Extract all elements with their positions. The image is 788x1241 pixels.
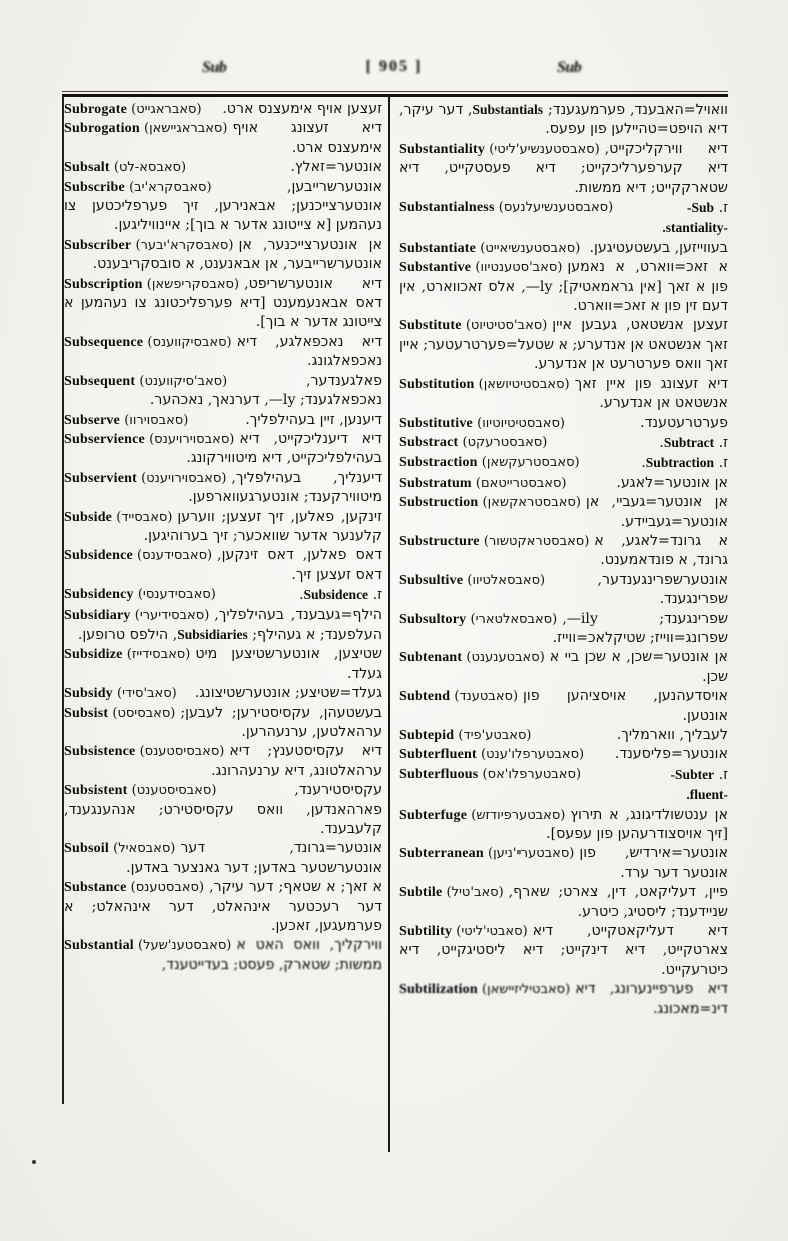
headword-text: Substantial xyxy=(64,938,134,954)
dictionary-entry xyxy=(399,922,728,980)
definition: דיא אונטערשריפט, דאס אבאנעמענט [דיא פערפליכטונג צו נעהמען א צייטונג אדער א בוך]. xyxy=(64,275,382,331)
dictionary-entry xyxy=(64,684,382,703)
dictionary-entry xyxy=(399,239,728,258)
transliteration: (סאבסטענס) xyxy=(126,880,205,896)
definition: דיא ווירקליכקייט, דיא קערפערליכקייט; דיא פעסטקייט, דיא שטארקקייט; דיא ממשות. xyxy=(399,140,728,196)
definition: דיא פערפיינערונג, דיא דינ=מאכונג. xyxy=(575,981,728,1017)
definition: דיא דיענליכקייט, דיא בעהילפליכקייט, דיא מיטווירקונג. xyxy=(186,430,382,467)
headword xyxy=(399,844,574,863)
transliteration: (סאבסקרא'יבער) xyxy=(131,237,234,253)
headword-text: Subscription xyxy=(64,276,143,292)
headword xyxy=(399,687,518,706)
dictionary-entry xyxy=(64,275,382,333)
headword xyxy=(64,275,239,294)
transliteration: (סאבסטיטיושאן) xyxy=(474,376,570,392)
right-column xyxy=(399,100,728,1019)
dictionary-entry xyxy=(399,414,728,433)
headword xyxy=(399,258,562,277)
dictionary-entry xyxy=(64,645,382,684)
headword-text: Subsultive xyxy=(399,572,464,588)
headword xyxy=(399,316,547,335)
definition: עקסיסטירענד, פארהאנדען, וואס עקסיסטירט; אנהענגענד, קלעבענד. xyxy=(64,782,382,838)
headword-text: Subsidy xyxy=(64,686,113,702)
definition: וואויל=האבענד, פערמעגענד; Substantials, דער עיקר, דיא הויפט=טהיילען פון עפעס. xyxy=(399,102,728,138)
definition: ז. Subsidence. xyxy=(299,587,382,604)
transliteration: (סאבסטענשיאייט) xyxy=(476,240,581,256)
transliteration: (סאבטיליזיישאן) xyxy=(477,982,571,998)
definition: פערטרעטענד. xyxy=(640,414,728,431)
headword-text: Substructure xyxy=(399,533,480,549)
headword-text: Subtepid xyxy=(399,728,455,743)
definition: ז. Subtract. xyxy=(659,434,728,451)
headword-text: Subsist xyxy=(64,705,109,721)
headword-text: Subtilization xyxy=(399,982,478,998)
transliteration: (סאבסידענס) xyxy=(132,548,213,564)
dictionary-entry xyxy=(399,610,728,649)
transliteration: (סאבסאיל) xyxy=(109,841,176,857)
transliteration: (סאבסייד) xyxy=(112,509,173,525)
definition: פאלגענדער, נאכפאלגענד; ly—, דערנאך, נאכהער. xyxy=(149,372,382,409)
headword-text: Subscriber xyxy=(64,237,132,253)
headword-text: Subtile xyxy=(399,885,443,901)
transliteration: (סאבסטרעקשאן) xyxy=(477,455,580,471)
headword-text: Subsalt xyxy=(64,160,110,176)
headword xyxy=(64,430,234,449)
transliteration: (סאבסטיטיוטיוו) xyxy=(472,415,565,431)
headword xyxy=(64,839,175,858)
dictionary-entry xyxy=(399,453,728,473)
headword-text: Subsistence xyxy=(64,744,136,760)
dictionary-entry xyxy=(399,726,728,745)
headword xyxy=(64,704,175,723)
dictionary-entry xyxy=(64,236,382,275)
transliteration: (סאבסידייז) xyxy=(122,647,191,663)
headword xyxy=(64,936,231,955)
transliteration: (סאבטענד) xyxy=(450,689,519,705)
headword-text: Subterfluent xyxy=(399,747,477,763)
dictionary-entry xyxy=(399,745,728,764)
definition: געלד=שטיצע; אונטערשטיצונג. xyxy=(194,685,382,702)
headword xyxy=(399,433,547,452)
headword xyxy=(64,645,190,664)
headword xyxy=(64,606,209,625)
dictionary-entry xyxy=(64,606,382,646)
headword xyxy=(399,726,532,745)
transliteration: (סאבסידיערי) xyxy=(130,607,210,623)
dictionary-entry xyxy=(399,140,728,198)
headword xyxy=(399,532,589,551)
headword xyxy=(64,684,177,703)
headword xyxy=(399,140,600,159)
dictionary-entry xyxy=(399,648,728,687)
page-number: [ 905 ] xyxy=(365,58,423,75)
headword xyxy=(399,198,613,217)
running-head-right: Sub xyxy=(557,59,582,76)
transliteration: (סאב'סידי) xyxy=(112,686,177,702)
headword-text: Subsultory xyxy=(399,611,467,627)
headword-text: Subsidency xyxy=(64,587,134,603)
headword xyxy=(64,333,232,352)
dictionary-entry xyxy=(399,493,728,532)
definition: אויסדעהנען, אויסציהען פון אונטען. xyxy=(523,688,728,724)
definition: אונטער=גרונד, דער אונטערשטער באדען; דער גאנצער באדען. xyxy=(126,840,382,876)
headword-text: Subtend xyxy=(399,689,451,705)
dictionary-entry xyxy=(64,469,382,508)
definition: א זאך; א שטאף; דער עיקר, דער רעכטער אינהאלט, דער אינהאלט; א פערמעגען, זאכען. xyxy=(64,879,382,935)
definition: אונטער=אירדיש, פון אונטער דער ערד. xyxy=(579,845,728,881)
headword xyxy=(399,648,545,667)
headword xyxy=(399,883,504,902)
definition: ז. Subtraction. xyxy=(641,455,728,472)
headword-text: Subsoil xyxy=(64,841,109,857)
headword-text: Subsidence xyxy=(64,548,133,564)
definition: אן אונטער=שכן, א שכן ביי א שכן. xyxy=(549,649,728,685)
headword xyxy=(399,745,584,764)
headword-text: Subsidize xyxy=(64,647,123,663)
headword xyxy=(399,239,580,258)
definition: שטיצען, אונטערשטיצען מיט געלד. xyxy=(195,646,382,682)
transliteration: (סאב'סיקווענט) xyxy=(135,373,228,389)
definition: אן ענטשולדיגונג, א תירוץ [זיך אויסצודרעהען פון עפעס]. xyxy=(546,806,728,843)
headword xyxy=(64,585,216,604)
dictionary-entry xyxy=(399,687,728,726)
headword xyxy=(399,474,567,493)
transliteration: (סאבסוירויענט) xyxy=(137,470,227,486)
headword-text: Subsidiary xyxy=(64,607,131,623)
headword-text: Substitution xyxy=(399,376,475,392)
headword xyxy=(64,100,202,119)
definition: דיא דעליקאטקייט, דיא צארטקייט, דיא דינקייט; דיא ליסטיגקייט, דיא כיטרעקייט. xyxy=(399,923,728,978)
dictionary-entry xyxy=(64,781,382,839)
headword-text: Substruction xyxy=(399,495,479,511)
definition: בעווייזען, בעשטעטיגען. xyxy=(589,239,728,256)
dictionary-entry xyxy=(399,433,728,453)
transliteration: (סאבסאלטיוו) xyxy=(463,572,546,588)
transliteration: (סאבסיקווענס) xyxy=(143,334,232,350)
headword-text: Subside xyxy=(64,509,113,525)
headword xyxy=(64,508,172,527)
definition: א גרונד=לאגע, א גרונד, א פונדאמענט. xyxy=(594,532,728,569)
dictionary-entry xyxy=(399,316,728,374)
dictionary-entry xyxy=(399,883,728,922)
definition: אן אונטער=געביי, אן אונטער=געביידע. xyxy=(585,494,728,530)
dictionary-entry xyxy=(399,532,728,571)
transliteration: (סאבסטענ'שעל) xyxy=(133,938,232,954)
dictionary-entry xyxy=(399,980,728,1019)
transliteration: (סאבטע'פיד) xyxy=(454,728,532,743)
transliteration: (סאבטי'ליטי) xyxy=(452,924,528,940)
dictionary-entry xyxy=(64,158,382,177)
header-rule xyxy=(62,91,728,98)
dictionary-entry xyxy=(64,333,382,372)
dictionary-entry xyxy=(64,508,382,547)
definition: ז. Subter- -fluent. xyxy=(670,766,728,803)
transliteration: (סאבסיסטענס) xyxy=(135,744,225,760)
transliteration: (סאבסטרייטאם) xyxy=(471,475,567,491)
dictionary-entry xyxy=(64,936,382,975)
dictionary-entry xyxy=(64,839,382,878)
column-divider xyxy=(388,96,390,1152)
transliteration: (סאבסקרא'יב) xyxy=(124,179,212,195)
dictionary-entry xyxy=(399,375,728,414)
headword xyxy=(399,922,528,941)
transliteration: (סאבטערפיודזש) xyxy=(467,807,566,823)
headword xyxy=(64,158,186,177)
headword xyxy=(399,571,545,590)
dictionary-entry xyxy=(64,372,382,411)
headword xyxy=(399,980,570,999)
headword-text: Substitutive xyxy=(399,415,473,431)
headword-text: Subservient xyxy=(64,470,137,486)
headword-text: Subterranean xyxy=(399,846,484,862)
transliteration: (סאבסיסט) xyxy=(108,705,176,721)
dictionary-entry xyxy=(399,198,728,239)
dictionary-entry xyxy=(64,546,382,585)
headword xyxy=(64,236,233,255)
headword-text: Substraction xyxy=(399,455,478,471)
headword-text: Subservience xyxy=(64,431,145,447)
transliteration: (סאבסא-לט) xyxy=(109,160,187,176)
headword xyxy=(64,119,227,138)
dictionary-entry xyxy=(399,100,728,140)
transliteration: (סאב'טיל) xyxy=(442,885,504,901)
dictionary-entry xyxy=(399,258,728,316)
left-column xyxy=(64,100,382,975)
headword xyxy=(64,781,216,800)
dictionary-entry xyxy=(399,571,728,610)
transliteration: (סאבסידענסי) xyxy=(133,587,216,603)
dictionary-entry xyxy=(64,411,382,430)
dictionary-entry xyxy=(64,119,382,158)
dictionary-entry xyxy=(64,178,382,236)
headword xyxy=(399,493,581,512)
headword-text: Substantiate xyxy=(399,240,477,256)
headword-text: Subserve xyxy=(64,412,121,428)
headword-text: Substratum xyxy=(399,475,472,491)
headword-text: Substantive xyxy=(399,260,472,276)
headword-text: Subsequent xyxy=(64,373,136,389)
headword xyxy=(399,375,570,394)
headword xyxy=(64,878,204,897)
definition: בעשטעהן, עקסיסטירען; לעבען; ערהאלטען, ערנעהרען. xyxy=(180,704,382,740)
transliteration: (סאבסאלטארי) xyxy=(466,611,558,627)
transliteration: (סאבסטרעקט) xyxy=(458,434,548,450)
headword-text: Subscribe xyxy=(64,179,125,195)
definition: דאס פאלען, דאס זינקען, דאס זעצען זיך. xyxy=(217,547,382,583)
dictionary-entry xyxy=(64,585,382,605)
headword xyxy=(399,765,581,784)
transliteration: (סאבסוירוו) xyxy=(120,412,189,428)
headword xyxy=(399,414,565,433)
definition: אונטערשפרינגענדער, שפרינגענד. xyxy=(597,571,728,608)
dictionary-entry xyxy=(399,844,728,883)
headword xyxy=(64,178,212,197)
definition: דיא זעצונג פון איין זאך אנשטאט אן אנדערע. xyxy=(574,375,728,412)
definition: דיא זעצונג אויף אימעצנס ארט. xyxy=(232,120,382,156)
headword xyxy=(399,806,565,825)
headword xyxy=(64,546,212,565)
headword-text: Subrogation xyxy=(64,121,140,137)
definition: א זאכ=ווארט, א נאמען פון א זאך [אין גראמאטיק]; ly—, אלס זאכווארט, אין דעם זין פון א זאכ=ווארט. xyxy=(399,259,728,315)
transliteration: (סאבראגיישאן) xyxy=(139,121,228,137)
transliteration: (סאבסיסטענט) xyxy=(127,783,217,799)
headword-text: Substantiality xyxy=(399,141,486,157)
dictionary-entry xyxy=(64,100,382,119)
transliteration: (סאבטערפלו'אס) xyxy=(478,766,582,782)
definition: דיענליך, בעהילפליך, מיטווירקענד; אונטערגעווארפען. xyxy=(188,469,382,506)
headword xyxy=(399,453,580,472)
headword-text: Subterfuge xyxy=(399,807,468,823)
headword xyxy=(64,742,224,761)
definition: פיין, דעליקאט, דין, צארט; שארף, שניידענד; ליסטיג, כיטרע. xyxy=(508,884,728,920)
headword xyxy=(64,469,226,488)
headword-text: Substantialness xyxy=(399,200,495,216)
definition: אונטער=פליסענד. xyxy=(614,746,728,763)
transliteration: (סאבראגייט) xyxy=(127,102,202,117)
transliteration: (סאבסטראקטשור) xyxy=(479,533,590,549)
definition: לעבליך, ווארמליך. xyxy=(616,727,728,743)
definition: שפרינגענד; ily—, שפרונג=ווייז; שטיקלאכ=ווייז. xyxy=(552,610,728,646)
dictionary-entry xyxy=(64,878,382,936)
definition: אן אונטערצייכנער, אן אונטערשרייבער, אן אבאנענט, א סובסקריבענט. xyxy=(92,236,382,273)
transliteration: (סאב'סטענטיוו) xyxy=(471,260,563,276)
definition: אונטער=זאלץ. xyxy=(290,159,382,176)
headword xyxy=(64,372,227,391)
definition: זעצען אויף אימעצנס ארט. xyxy=(222,101,382,117)
headword-text: Subsequence xyxy=(64,334,144,350)
transliteration: (סאבטענענט) xyxy=(462,650,545,666)
headword-text: Subtility xyxy=(399,924,453,940)
dictionary-entry xyxy=(399,765,728,806)
transliteration: (סאבסקריפשאן) xyxy=(142,276,240,292)
running-head-left: Sub xyxy=(202,59,227,76)
ink-speck xyxy=(32,1160,36,1164)
transliteration: (סאבסוירויענס) xyxy=(144,431,235,447)
transliteration: (סאבטערײ'ניען) xyxy=(483,846,575,862)
headword-text: Substitute xyxy=(399,318,462,334)
headword-text: Subrogate xyxy=(64,102,127,117)
definition: זינקען, פאלען, זיך זעצען; ווערען קלענער אדער שוואכער; זיך בערוהיגען. xyxy=(143,508,382,544)
transliteration: (סאבסטראקשאן) xyxy=(478,495,581,511)
definition: אן אונטער=לאגע. xyxy=(616,474,728,491)
headword xyxy=(64,411,188,430)
headword xyxy=(399,610,557,629)
definition: הילף=געבענד, בעהילפליך, העלפענד; א געהילף; Subsidiaries, הילפס טרופען. xyxy=(77,606,382,643)
definition: אונטערשרייבען, אונטערצייכנען; אבאנירען, זיך פערפליכטען צו נעהמען [א צייטונג אדער א בוך]; איינוויליגען. xyxy=(64,178,382,234)
definition: דיענען, זיין בעהילפליך. xyxy=(245,411,382,428)
definition: זעצען אנשטאט, געבען איין זאך אנשטאט אן אנדערע; א שטעל=פערטרעטער; איין זאך וואס פערטרעט אן אנדערע. xyxy=(399,317,728,373)
dictionary-entry xyxy=(399,474,728,493)
transliteration: (סאבטערפלו'ענט) xyxy=(476,747,585,763)
definition: דיא נאכפאלגע, דיא נאכפאלגונג. xyxy=(236,333,382,370)
headword-text: Substance xyxy=(64,880,127,896)
definition: דיא עקסיסטענץ; דיא ערהאלטונג, דיא ערנעהרונג. xyxy=(211,743,382,779)
dictionary-entry xyxy=(64,430,382,469)
dictionary-entry xyxy=(64,742,382,781)
headword-text: Substract xyxy=(399,434,459,450)
dictionary-entry xyxy=(64,704,382,743)
headword-text: Subterfluous xyxy=(399,766,479,782)
transliteration: (סאב'סטיטיוט) xyxy=(461,318,548,334)
definition: ווירקליך, וואס האט א ממשות; שטארק, פעסט; בעדייטענד, xyxy=(161,937,382,973)
headword-text: Subsistent xyxy=(64,783,128,799)
transliteration: (סאבסטענשיעלנעס) xyxy=(494,200,614,216)
definition: ז. Sub- -stantiality. xyxy=(662,200,728,236)
dictionary-entry xyxy=(399,806,728,845)
transliteration: (סאבסטענשיע'ליטי) xyxy=(485,141,600,157)
headword-text: Subtenant xyxy=(399,650,463,666)
